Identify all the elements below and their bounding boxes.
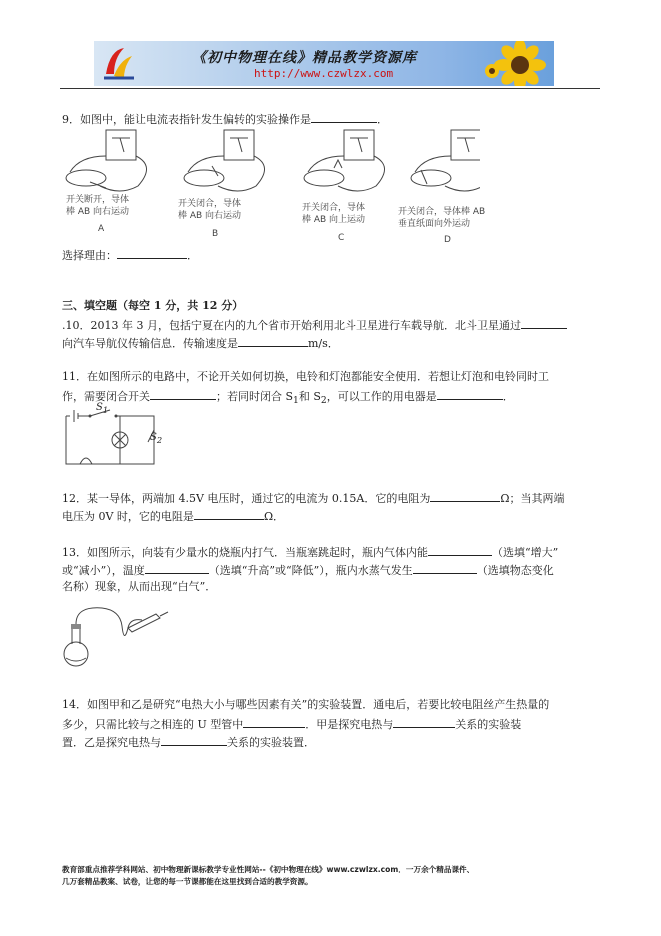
header-rule bbox=[60, 88, 600, 89]
q12-blank-1[interactable] bbox=[430, 490, 500, 502]
q9-figure-d bbox=[411, 130, 480, 191]
q14-blank-1[interactable] bbox=[243, 716, 305, 728]
q9-option-b-letter: B bbox=[212, 229, 219, 239]
q14-line2: 多少，只需比较与之相连的 U 型管中 ．甲是探究电热与 关系的实验装 bbox=[62, 718, 522, 731]
q10-line1: .10．2013 年 3 月，包括宁夏在内的九个省市开始利用北斗卫星进行车载导航．北斗卫星通过 bbox=[62, 317, 567, 333]
q10-blank-2[interactable] bbox=[238, 335, 308, 347]
q9-option-b-line1: 开关闭合，导体 bbox=[178, 199, 242, 209]
q14-blank-2[interactable] bbox=[393, 716, 455, 728]
q9-option-c-line2: 棒 AB 向上运动 bbox=[302, 215, 366, 225]
q9-option-c-letter: C bbox=[338, 233, 345, 243]
q13-line3: 名称）现象，从而出现“白气”． bbox=[62, 580, 217, 593]
switch-s1-label: $S_1$ bbox=[96, 402, 109, 415]
q9-option-d-line1: 开关闭合，导体棒 AB bbox=[398, 207, 486, 217]
q9-option-c-line1: 开关闭合，导体 bbox=[302, 203, 366, 213]
q9-option-b-line2: 棒 AB 向右运动 bbox=[178, 211, 242, 221]
site-logo-icon bbox=[100, 44, 136, 82]
q11-line2: 作，需要闭合开关 ；若同时闭合 $S_1$和 $S_2$，可以工作的用电器是 ． bbox=[62, 390, 514, 407]
q12-blank-2[interactable] bbox=[194, 508, 264, 520]
q13-blank-1[interactable] bbox=[428, 544, 492, 556]
sunflower-icon bbox=[480, 41, 550, 86]
q9-option-a-line1: 开关断开，导体 bbox=[66, 195, 130, 205]
q14-line3: 置．乙是探究电热与 关系的实验装置． bbox=[62, 736, 315, 749]
q9-option-d-line2: 垂直纸面向外运动 bbox=[398, 219, 471, 229]
q13-line1: 13．如图所示，向装有少量水的烧瓶内打气．当瓶塞跳起时，瓶内气体内能 （选填“增大” bbox=[62, 546, 559, 559]
q10-blank-1[interactable] bbox=[521, 317, 567, 329]
q9-option-a-letter: A bbox=[98, 224, 105, 234]
q13-line2: 或“减小”），温度 （选填“升高”或“降低”），瓶内水蒸气发生 （选填物态变化 bbox=[62, 564, 554, 577]
q9-figure-c bbox=[304, 130, 385, 191]
q13-blank-2[interactable] bbox=[145, 562, 209, 574]
q11-blank-1[interactable] bbox=[150, 388, 216, 400]
q12-line2: 电压为 0V 时，它的电阻是 Ω． bbox=[62, 510, 285, 523]
section-3-title: 三、填空题（每空 1 分，共 12 分） bbox=[62, 299, 244, 312]
q9-figure-b bbox=[184, 130, 265, 191]
q9-reason: 选择理由： ． bbox=[62, 249, 198, 262]
footer-line2: 几万套精品教案、试卷，让您的每一节课都能在这里找到合适的教学资源。 bbox=[62, 877, 313, 886]
banner-title: 《初中物理在线》精品教学资源库 bbox=[192, 50, 417, 66]
q9-option-a-line2: 棒 AB 向右运动 bbox=[66, 207, 130, 217]
q11-blank-2[interactable] bbox=[437, 388, 503, 400]
q14-line1: 14．如图甲和乙是研究“电热大小与哪些因素有关”的实验装置．通电后，若要比较电阻丝产生热量的 bbox=[62, 698, 550, 711]
q13-blank-3[interactable] bbox=[413, 562, 477, 574]
q9-option-d-letter: D bbox=[444, 235, 451, 245]
footer-line1: 教育部重点推荐学科网站、初中物理新课标教学专业性网站--《初中物理在线》www.czwlzx.com．一万余个精品课件、 bbox=[62, 865, 475, 874]
q14-blank-3[interactable] bbox=[161, 734, 227, 746]
switch-s2-label: $S_2$ bbox=[150, 432, 163, 445]
q13-flask-diagram bbox=[62, 598, 172, 672]
q12-line1: 12．某一导体，两端加 4.5V 电压时，通过它的电流为 0.15A．它的电阻为 Ω；当其两端 bbox=[62, 492, 565, 505]
q10-line2: 向汽车导航仪传输信息．传输速度是 m/s． bbox=[62, 337, 339, 350]
q9-figure-a bbox=[66, 130, 147, 191]
q9-answer-blank[interactable] bbox=[311, 111, 377, 123]
q9-reason-blank[interactable] bbox=[117, 247, 187, 259]
q11-line1: 11．在如图所示的电路中，不论开关如何切换，电铃和灯泡都能安全使用．若想让灯泡和电铃同时工 bbox=[62, 370, 549, 383]
q9-stem: 9．如图中，能让电流表指针发生偏转的实验操作是 ． bbox=[62, 113, 388, 126]
banner-url[interactable]: http://www.czwlzx.com bbox=[254, 67, 394, 80]
header-banner bbox=[94, 41, 554, 86]
